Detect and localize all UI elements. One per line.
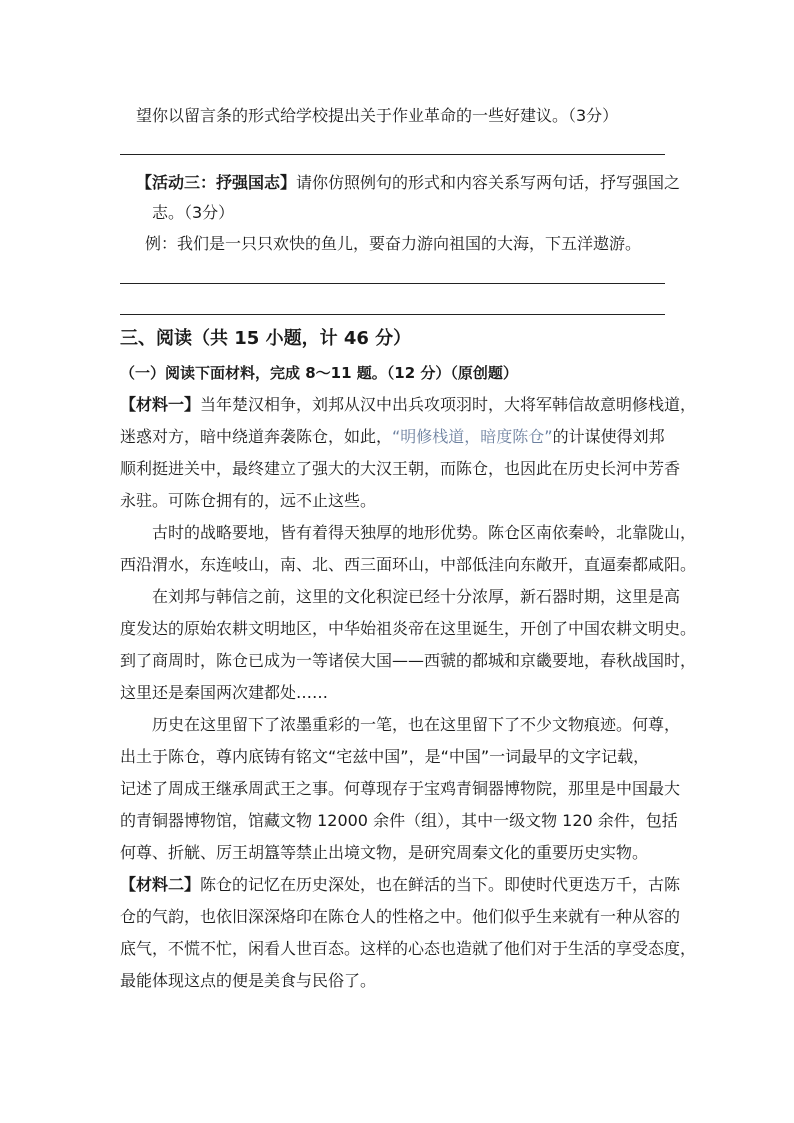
material1-line-3: 顺利挺进关中，最终建立了强大的大汉王朝，而陈仓，也因此在历史长河中芳香 bbox=[120, 459, 681, 478]
activity3-title: 【活动三：抒强国志】 bbox=[136, 173, 297, 192]
material1-line-4: 永驻。可陈仓拥有的，远不止这些。 bbox=[120, 491, 377, 510]
m1-text-1: 当年楚汉相争，刘邦从汉中出兵攻项羽时，大将军韩信故意明修栈道， bbox=[200, 395, 697, 414]
material1-line-2 bbox=[120, 426, 665, 448]
para2-line-2: 西沿渭水，东连岐山，南、北、西三面环山，中部低洼向东敞开，直逼秦都咸阳。 bbox=[120, 555, 697, 574]
para2-line-1: 古时的战略要地，皆有着得天独厚的地形优势。陈仓区南依秦岭，北靠陇山， bbox=[152, 523, 697, 542]
section3-heading: 三、阅读（共 15 小题，计 46 分） bbox=[120, 328, 412, 349]
para3-line-2: 度发达的原始农耕文明地区，中华始祖炎帝在这里诞生，开创了中国农耕文明史。 bbox=[120, 619, 697, 638]
activity3-line bbox=[136, 172, 680, 194]
m1-text-2b: 的计谋使得刘邦 bbox=[552, 427, 665, 446]
answer-line-2[interactable] bbox=[120, 283, 665, 284]
para3-line-1: 在刘邦与韩信之前，这里的文化积淀已经十分浓厚，新石器时期，这里是高 bbox=[152, 587, 681, 606]
answer-line-3[interactable] bbox=[120, 314, 665, 315]
prompt-line: 望你以留言条的形式给学校提出关于作业革命的一些好建议。（3分） bbox=[136, 106, 619, 125]
para4-line-2: 出土于陈仓，尊内底铸有铭文“宅兹中国”，是“中国”一词最早的文字记载， bbox=[120, 747, 650, 766]
material2-line-4: 最能体现这点的便是美食与民俗了。 bbox=[120, 971, 377, 990]
para4-line-1: 历史在这里留下了浓墨重彩的一笔，也在这里留下了不少文物痕迹。何尊， bbox=[152, 715, 681, 734]
material1-tag: 【材料一】 bbox=[120, 395, 201, 414]
para4-line-4: 的青铜器博物馆，馆藏文物 12000 余件（组），其中一级文物 120 余件，包括 bbox=[120, 811, 678, 830]
material1-line-1 bbox=[120, 394, 696, 416]
activity3-instruction-cont: 志。（3分） bbox=[152, 203, 235, 222]
material2-line-2: 仓的气韵，也依旧深深烙印在陈仓人的性格之中。他们似乎生来就有一种从容的 bbox=[120, 907, 681, 926]
example-sentence: 例：我们是一只只欢快的鱼儿，要奋力游向祖国的大海，下五洋遨游。 bbox=[145, 234, 642, 253]
para4-line-5: 何尊、折觥、厉王胡簋等禁止出境文物，是研究周秦文化的重要历史实物。 bbox=[120, 843, 649, 862]
m2-text-1: 陈仓的记忆在历史深处，也在鲜活的当下。即使时代更迭万千，古陈 bbox=[200, 875, 681, 894]
para3-line-4: 这里还是秦国两次建都处…… bbox=[120, 683, 329, 702]
material2-line-3: 底气，不慌不忙，闲看人世百态。这样的心态也造就了他们对于生活的享受态度， bbox=[120, 939, 697, 958]
material2-line-1 bbox=[120, 874, 680, 896]
para3-line-3: 到了商周时，陈仓已成为一等诸侯大国——西虢的都城和京畿要地，春秋战国时， bbox=[120, 651, 697, 670]
para4-line-3: 记述了周成王继承周武王之事。何尊现存于宝鸡青铜器博物院，那里是中国最大 bbox=[120, 779, 681, 798]
part1-heading: （一）阅读下面材料，完成 8～11 题。（12 分）（原创题） bbox=[120, 364, 518, 382]
m1-quote: “明修栈道，暗度陈仓” bbox=[392, 427, 553, 446]
activity3-instruction: 请你仿照例句的形式和内容关系写两句话，抒写强国之 bbox=[296, 173, 681, 192]
material2-tag: 【材料二】 bbox=[120, 875, 201, 894]
m1-text-2a: 迷惑对方，暗中绕道奔袭陈仓，如此， bbox=[120, 427, 393, 446]
answer-line-1[interactable] bbox=[120, 154, 665, 155]
